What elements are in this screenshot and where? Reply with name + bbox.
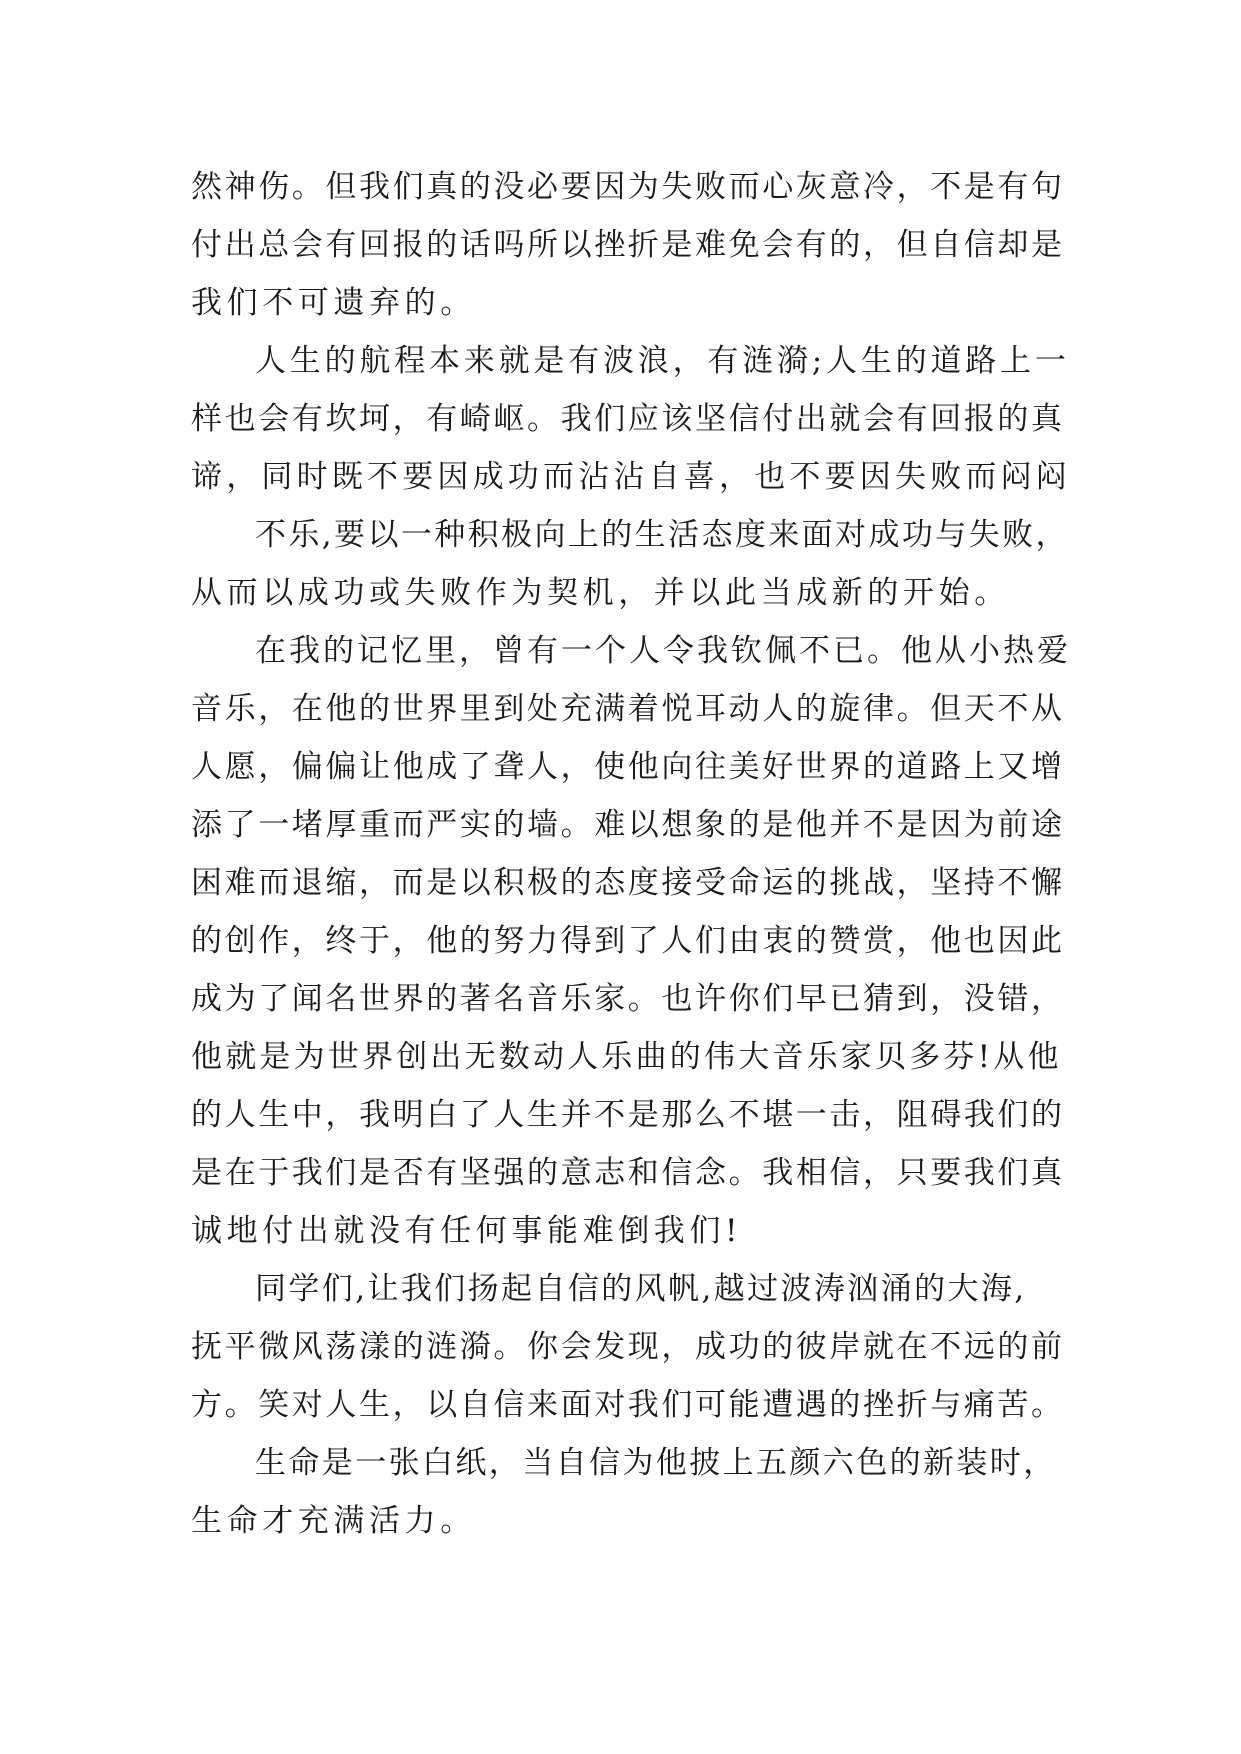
text-line: 人愿，偏偏让他成了聋人，使他向往美好世界的道路上又增 — [191, 749, 1065, 785]
text-line: 抚平微风荡漾的涟漪。你会发现，成功的彼岸就在不远的前 — [191, 1329, 1065, 1365]
text-line: 生命才充满活力。 — [191, 1503, 476, 1539]
paragraph-first-line: 人生的航程本来就是有波浪，有涟漪;人生的道路上一 — [255, 343, 1070, 379]
text-line: 的创作，终于，他的努力得到了人们由衷的赞赏，他也因此 — [191, 923, 1065, 959]
text-line: 添了一堵厚重而严实的墙。难以想象的是他并不是因为前途 — [191, 807, 1065, 843]
text-line: 困难而退缩，而是以积极的态度接受命运的挑战，坚持不懈 — [191, 865, 1065, 901]
paragraph-first-line: 生命是一张白纸，当自信为他披上五颜六色的新装时， — [255, 1445, 1057, 1481]
text-line: 从而以成功或失败作为契机，并以此当成新的开始。 — [191, 575, 1010, 611]
article-body — [191, 158, 1071, 1550]
text-line: 成为了闻名世界的著名音乐家。也许你们早已猜到，没错， — [191, 981, 1065, 1017]
text-line: 他就是为世界创出无数动人乐曲的伟大音乐家贝多芬!从他 — [191, 1039, 1062, 1075]
text-line: 谛，同时既不要因成功而沾沾自喜，也不要因失败而闷闷 — [191, 459, 1071, 495]
text-line: 付出总会有回报的话吗所以挫折是难免会有的，但自信却是 — [191, 227, 1065, 263]
text-line: 的人生中，我明白了人生并不是那么不堪一击，阻碍我们的 — [191, 1097, 1065, 1133]
text-line: 样也会有坎坷，有崎岖。我们应该坚信付出就会有回报的真 — [191, 401, 1065, 437]
text-line: 音乐，在他的世界里到处充满着悦耳动人的旋律。但天不从 — [191, 691, 1065, 727]
text-line: 是在于我们是否有坚强的意志和信念。我相信，只要我们真 — [191, 1155, 1065, 1191]
text-line: 我们不可遗弃的。 — [191, 285, 476, 321]
paragraph-first-line: 在我的记忆里，曾有一个人令我钦佩不已。他从小热爱 — [255, 633, 1071, 669]
text-line: 然神伤。但我们真的没必要因为失败而心灰意冷，不是有句 — [191, 169, 1065, 205]
paragraph-first-line: 不乐,要以一种积极向上的生活态度来面对成功与失败， — [255, 517, 1069, 553]
paragraph-first-line: 同学们,让我们扬起自信的风帆,越过波涛汹涌的大海, — [255, 1271, 1027, 1307]
text-line: 诚地付出就没有任何事能难倒我们! — [191, 1213, 743, 1249]
text-line: 方。笑对人生，以自信来面对我们可能遭遇的挫折与痛苦。 — [191, 1387, 1065, 1423]
